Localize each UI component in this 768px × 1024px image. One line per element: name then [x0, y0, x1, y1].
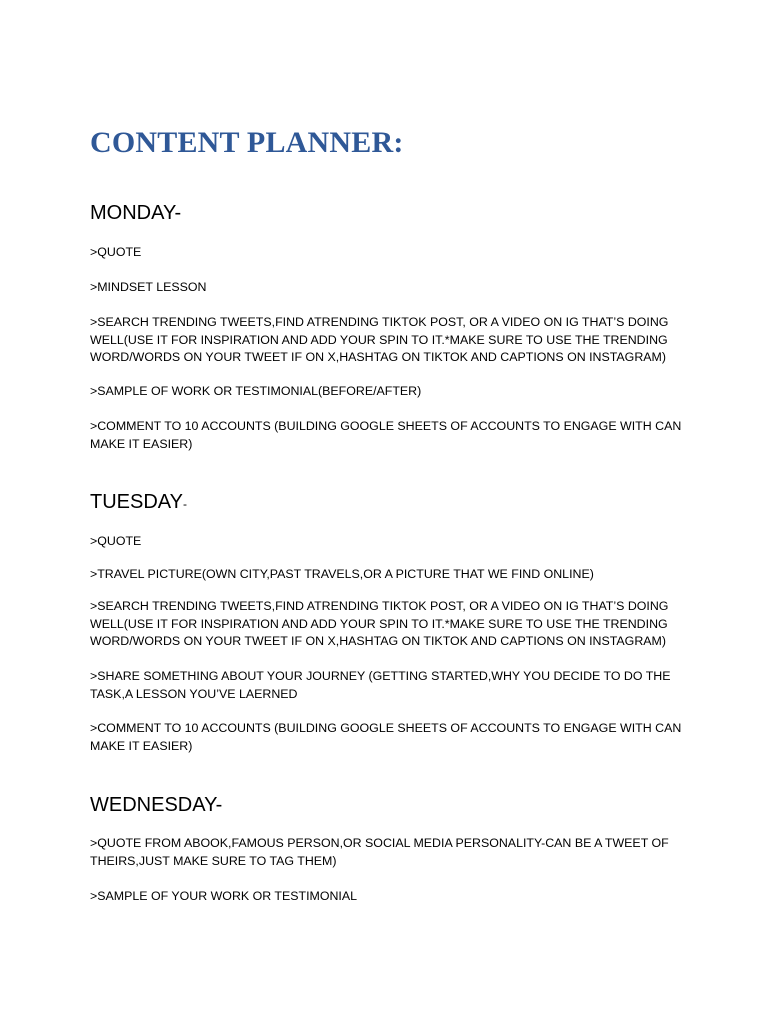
list-item: >SEARCH TRENDING TWEETS,FIND ATRENDING TIKTOK POST, OR A VIDEO ON IG THAT’S DOING WELL(USE IT FOR INSPIRATION AND ADD YOUR SPIN TO IT.*MAKE SURE TO USE THE TRENDING WORD/WORDS ON YOUR TWEET IF ON X,HASHTAG ON TIKTOK AND CAPTIONS ON INSTAGRAM): [90, 599, 669, 648]
list-item: >SAMPLE OF WORK OR TESTIMONIAL(BEFORE/AFTER): [90, 384, 422, 398]
list-item: >COMMENT TO 10 ACCOUNTS (BUILDING GOOGLE SHEETS OF ACCOUNTS TO ENGAGE WITH CAN MAKE IT EASIER): [90, 721, 682, 753]
day-heading-label: TUESDAY: [90, 491, 183, 513]
list-item: >QUOTE: [90, 534, 142, 548]
day-heading-tuesday: [90, 490, 187, 516]
list-item: >SHARE SOMETHING ABOUT YOUR JOURNEY (GETTING STARTED,WHY YOU DECIDE TO DO THE TASK,A LESSON YOU’VE LAERNED: [90, 669, 671, 701]
list-item: >SAMPLE OF YOUR WORK OR TESTIMONIAL: [90, 889, 358, 903]
list-item: >COMMENT TO 10 ACCOUNTS (BUILDING GOOGLE SHEETS OF ACCOUNTS TO ENGAGE WITH CAN MAKE IT EASIER): [90, 419, 682, 451]
day-heading-wednesday: WEDNESDAY-: [90, 794, 223, 816]
list-item: >QUOTE: [90, 245, 142, 259]
list-item: >TRAVEL PICTURE(OWN CITY,PAST TRAVELS,OR A PICTURE THAT WE FIND ONLINE): [90, 567, 594, 581]
list-item: >MINDSET LESSON: [90, 280, 207, 294]
list-item: >SEARCH TRENDING TWEETS,FIND ATRENDING TIKTOK POST, OR A VIDEO ON IG THAT’S DOING WELL(USE IT FOR INSPIRATION AND ADD YOUR SPIN TO IT.*MAKE SURE TO USE THE TRENDING WORD/WORDS ON YOUR TWEET IF ON X,HASHTAG ON TIKTOK AND CAPTIONS ON INSTAGRAM): [90, 315, 669, 364]
list-item: >QUOTE FROM ABOOK,FAMOUS PERSON,OR SOCIAL MEDIA PERSONALITY-CAN BE A TWEET OF THEIRS,JUST MAKE SURE TO TAG THEM): [90, 836, 669, 868]
day-heading-suffix: -: [182, 497, 187, 511]
page-title: CONTENT PLANNER:: [90, 126, 404, 159]
day-heading-monday: MONDAY-: [90, 202, 182, 224]
